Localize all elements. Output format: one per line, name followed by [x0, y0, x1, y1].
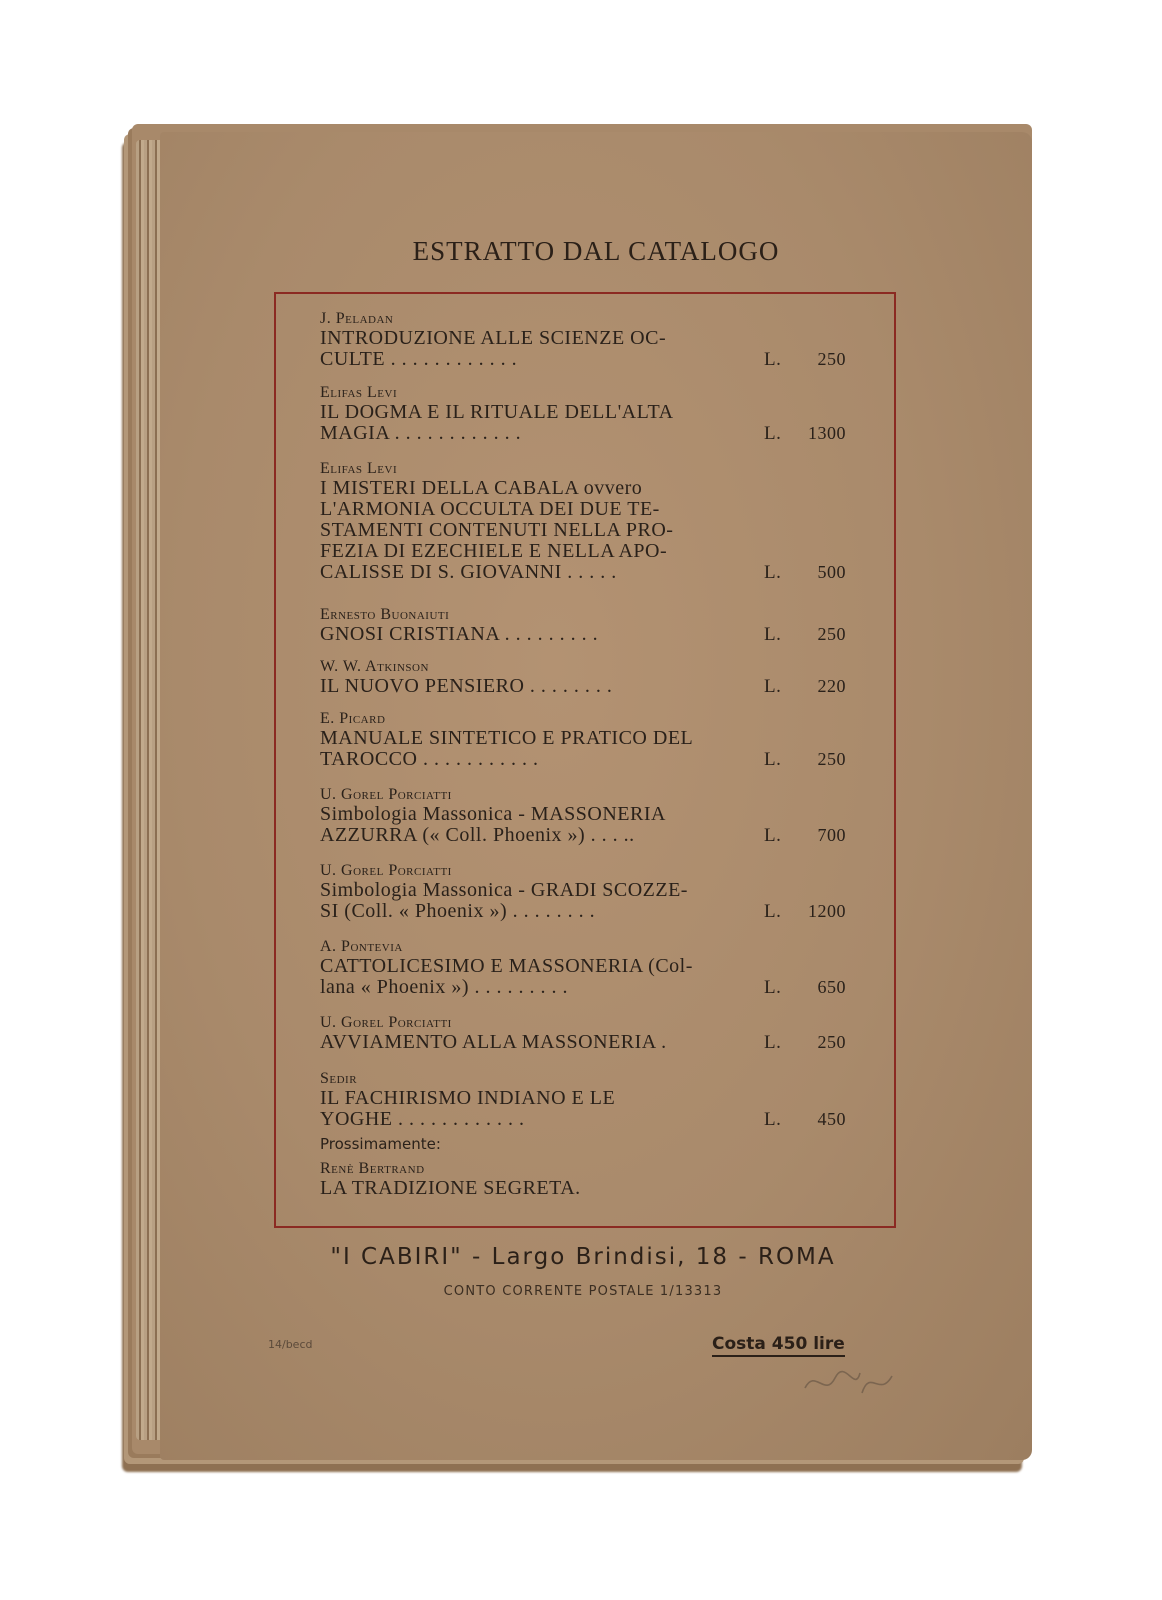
entry-author: E. Picard — [320, 710, 386, 727]
entry-title-text: STAMENTI CONTENUTI NELLA PRO- — [320, 519, 674, 541]
print-code: 14/becd — [268, 1338, 313, 1351]
price-value: 1200 — [808, 901, 846, 921]
entry-title-line — [320, 1109, 860, 1130]
entry-title-line — [320, 349, 860, 370]
entry-title-text: AVVIAMENTO ALLA MASSONERIA . — [320, 1031, 667, 1053]
entry-title-text: MAGIA . . . . . . . . . . . . — [320, 422, 522, 444]
entry-title-text: CULTE . . . . . . . . . . . . — [320, 348, 518, 370]
upcoming-author: Renè Bertrand — [320, 1160, 425, 1177]
entry-title-line — [320, 804, 860, 825]
price-currency: L. — [764, 901, 782, 922]
entry-title-line — [320, 562, 860, 583]
entry-title-text: TAROCCO . . . . . . . . . . . — [320, 748, 539, 770]
entry-title-text: IL DOGMA E IL RITUALE DELL'ALTA — [320, 401, 674, 423]
price-value: 250 — [817, 749, 846, 769]
price-currency: L. — [764, 1032, 782, 1053]
entry-title-line — [320, 499, 860, 520]
entry-author: Ernesto Buonaiuti — [320, 606, 450, 623]
price-currency: L. — [764, 1109, 782, 1130]
price-value: 700 — [817, 825, 846, 845]
entry-author: U. Gorel Porciatti — [320, 1014, 452, 1031]
price-value: 250 — [817, 349, 846, 369]
entry-title-line — [320, 676, 860, 697]
price-currency: L. — [764, 624, 782, 645]
entry-title-line — [320, 880, 860, 901]
upcoming-section — [320, 1134, 860, 1199]
entry-title-line — [320, 1088, 860, 1109]
catalog-entry — [320, 786, 860, 846]
entry-title-text: SI (Coll. « Phoenix ») . . . . . . . . — [320, 900, 596, 922]
entry-title-text: Simbologia Massonica - GRADI SCOZZE- — [320, 879, 688, 901]
postal-account: CONTO CORRENTE POSTALE 1/13313 — [443, 1284, 723, 1299]
price-currency: L. — [764, 676, 782, 697]
entry-title-text: INTRODUZIONE ALLE SCIENZE OC- — [320, 327, 667, 349]
entry-title-line — [320, 520, 860, 541]
entry-author: Sedir — [320, 1070, 358, 1087]
publisher-address: "I CABIRI" - Largo Brindisi, 18 - ROMA — [330, 1244, 836, 1270]
entry-author: Elifas Levi — [320, 460, 398, 477]
price-value: 500 — [817, 562, 846, 582]
price-currency: L. — [764, 749, 782, 770]
catalog-entry — [320, 658, 860, 697]
entry-title-line — [320, 749, 860, 770]
price-currency: L. — [764, 349, 782, 370]
entry-title-text: AZZURRA (« Coll. Phoenix ») . . . .. — [320, 824, 635, 846]
entry-author: U. Gorel Porciatti — [320, 862, 452, 879]
price-currency: L. — [764, 423, 782, 444]
catalog-entry — [320, 460, 860, 583]
entry-title-line — [320, 624, 860, 645]
price-value: 1300 — [808, 423, 846, 443]
entry-author: J. Peladan — [320, 310, 394, 327]
entry-title-text: CALISSE DI S. GIOVANNI . . . . . — [320, 561, 617, 583]
entry-title-line — [320, 541, 860, 562]
cost-label: Costa 450 lire — [712, 1334, 845, 1357]
catalog-entry — [320, 606, 860, 645]
entry-title-text: YOGHE . . . . . . . . . . . . — [320, 1108, 525, 1130]
entry-author: W. W. Atkinson — [320, 658, 429, 675]
entry-title-line — [320, 328, 860, 349]
entry-title-text: CATTOLICESIMO E MASSONERIA (Col- — [320, 955, 693, 977]
price-currency: L. — [764, 977, 782, 998]
entry-title-text: IL NUOVO PENSIERO . . . . . . . . — [320, 675, 613, 697]
pencil-scribble-icon — [800, 1358, 900, 1408]
entry-title-text: MANUALE SINTETICO E PRATICO DEL — [320, 727, 694, 749]
price-value: 250 — [817, 624, 846, 644]
upcoming-label: Prossimamente: — [320, 1135, 441, 1153]
catalog-entry — [320, 710, 860, 770]
catalog-entry — [320, 862, 860, 922]
entry-title-text: IL FACHIRISMO INDIANO E LE — [320, 1087, 616, 1109]
price-value: 220 — [817, 676, 846, 696]
catalog-title: ESTRATTO DAL CATALOGO — [412, 236, 780, 266]
catalog-entry — [320, 384, 860, 444]
catalog-entry — [320, 1070, 860, 1130]
entry-title-text: I MISTERI DELLA CABALA ovvero — [320, 477, 643, 499]
entry-title-line — [320, 423, 860, 444]
entry-title-line — [320, 901, 860, 922]
price-value: 650 — [817, 977, 846, 997]
entry-title-line — [320, 956, 860, 977]
entry-title-line — [320, 478, 860, 499]
catalog-entry — [320, 1014, 860, 1053]
entry-title-line — [320, 728, 860, 749]
entry-title-line — [320, 1032, 860, 1053]
entry-title-line — [320, 402, 860, 423]
entry-title-line — [320, 977, 860, 998]
entry-author: Elifas Levi — [320, 384, 398, 401]
price-currency: L. — [764, 562, 782, 583]
catalog-entry — [320, 310, 860, 370]
entry-title-text: lana « Phoenix ») . . . . . . . . . — [320, 976, 569, 998]
entry-author: U. Gorel Porciatti — [320, 786, 452, 803]
price-value: 450 — [817, 1109, 846, 1129]
price-value: 250 — [817, 1032, 846, 1052]
entry-author: A. Pontevia — [320, 938, 403, 955]
catalog-entry — [320, 938, 860, 998]
entry-title-text: GNOSI CRISTIANA . . . . . . . . . — [320, 623, 599, 645]
price-currency: L. — [764, 825, 782, 846]
entry-title-text: FEZIA DI EZECHIELE E NELLA APO- — [320, 540, 668, 562]
entry-title-text: L'ARMONIA OCCULTA DEI DUE TE- — [320, 498, 660, 520]
entry-title-line — [320, 825, 860, 846]
upcoming-title: LA TRADIZIONE SEGRETA. — [320, 1177, 581, 1199]
entry-title-text: Simbologia Massonica - MASSONERIA — [320, 803, 666, 825]
